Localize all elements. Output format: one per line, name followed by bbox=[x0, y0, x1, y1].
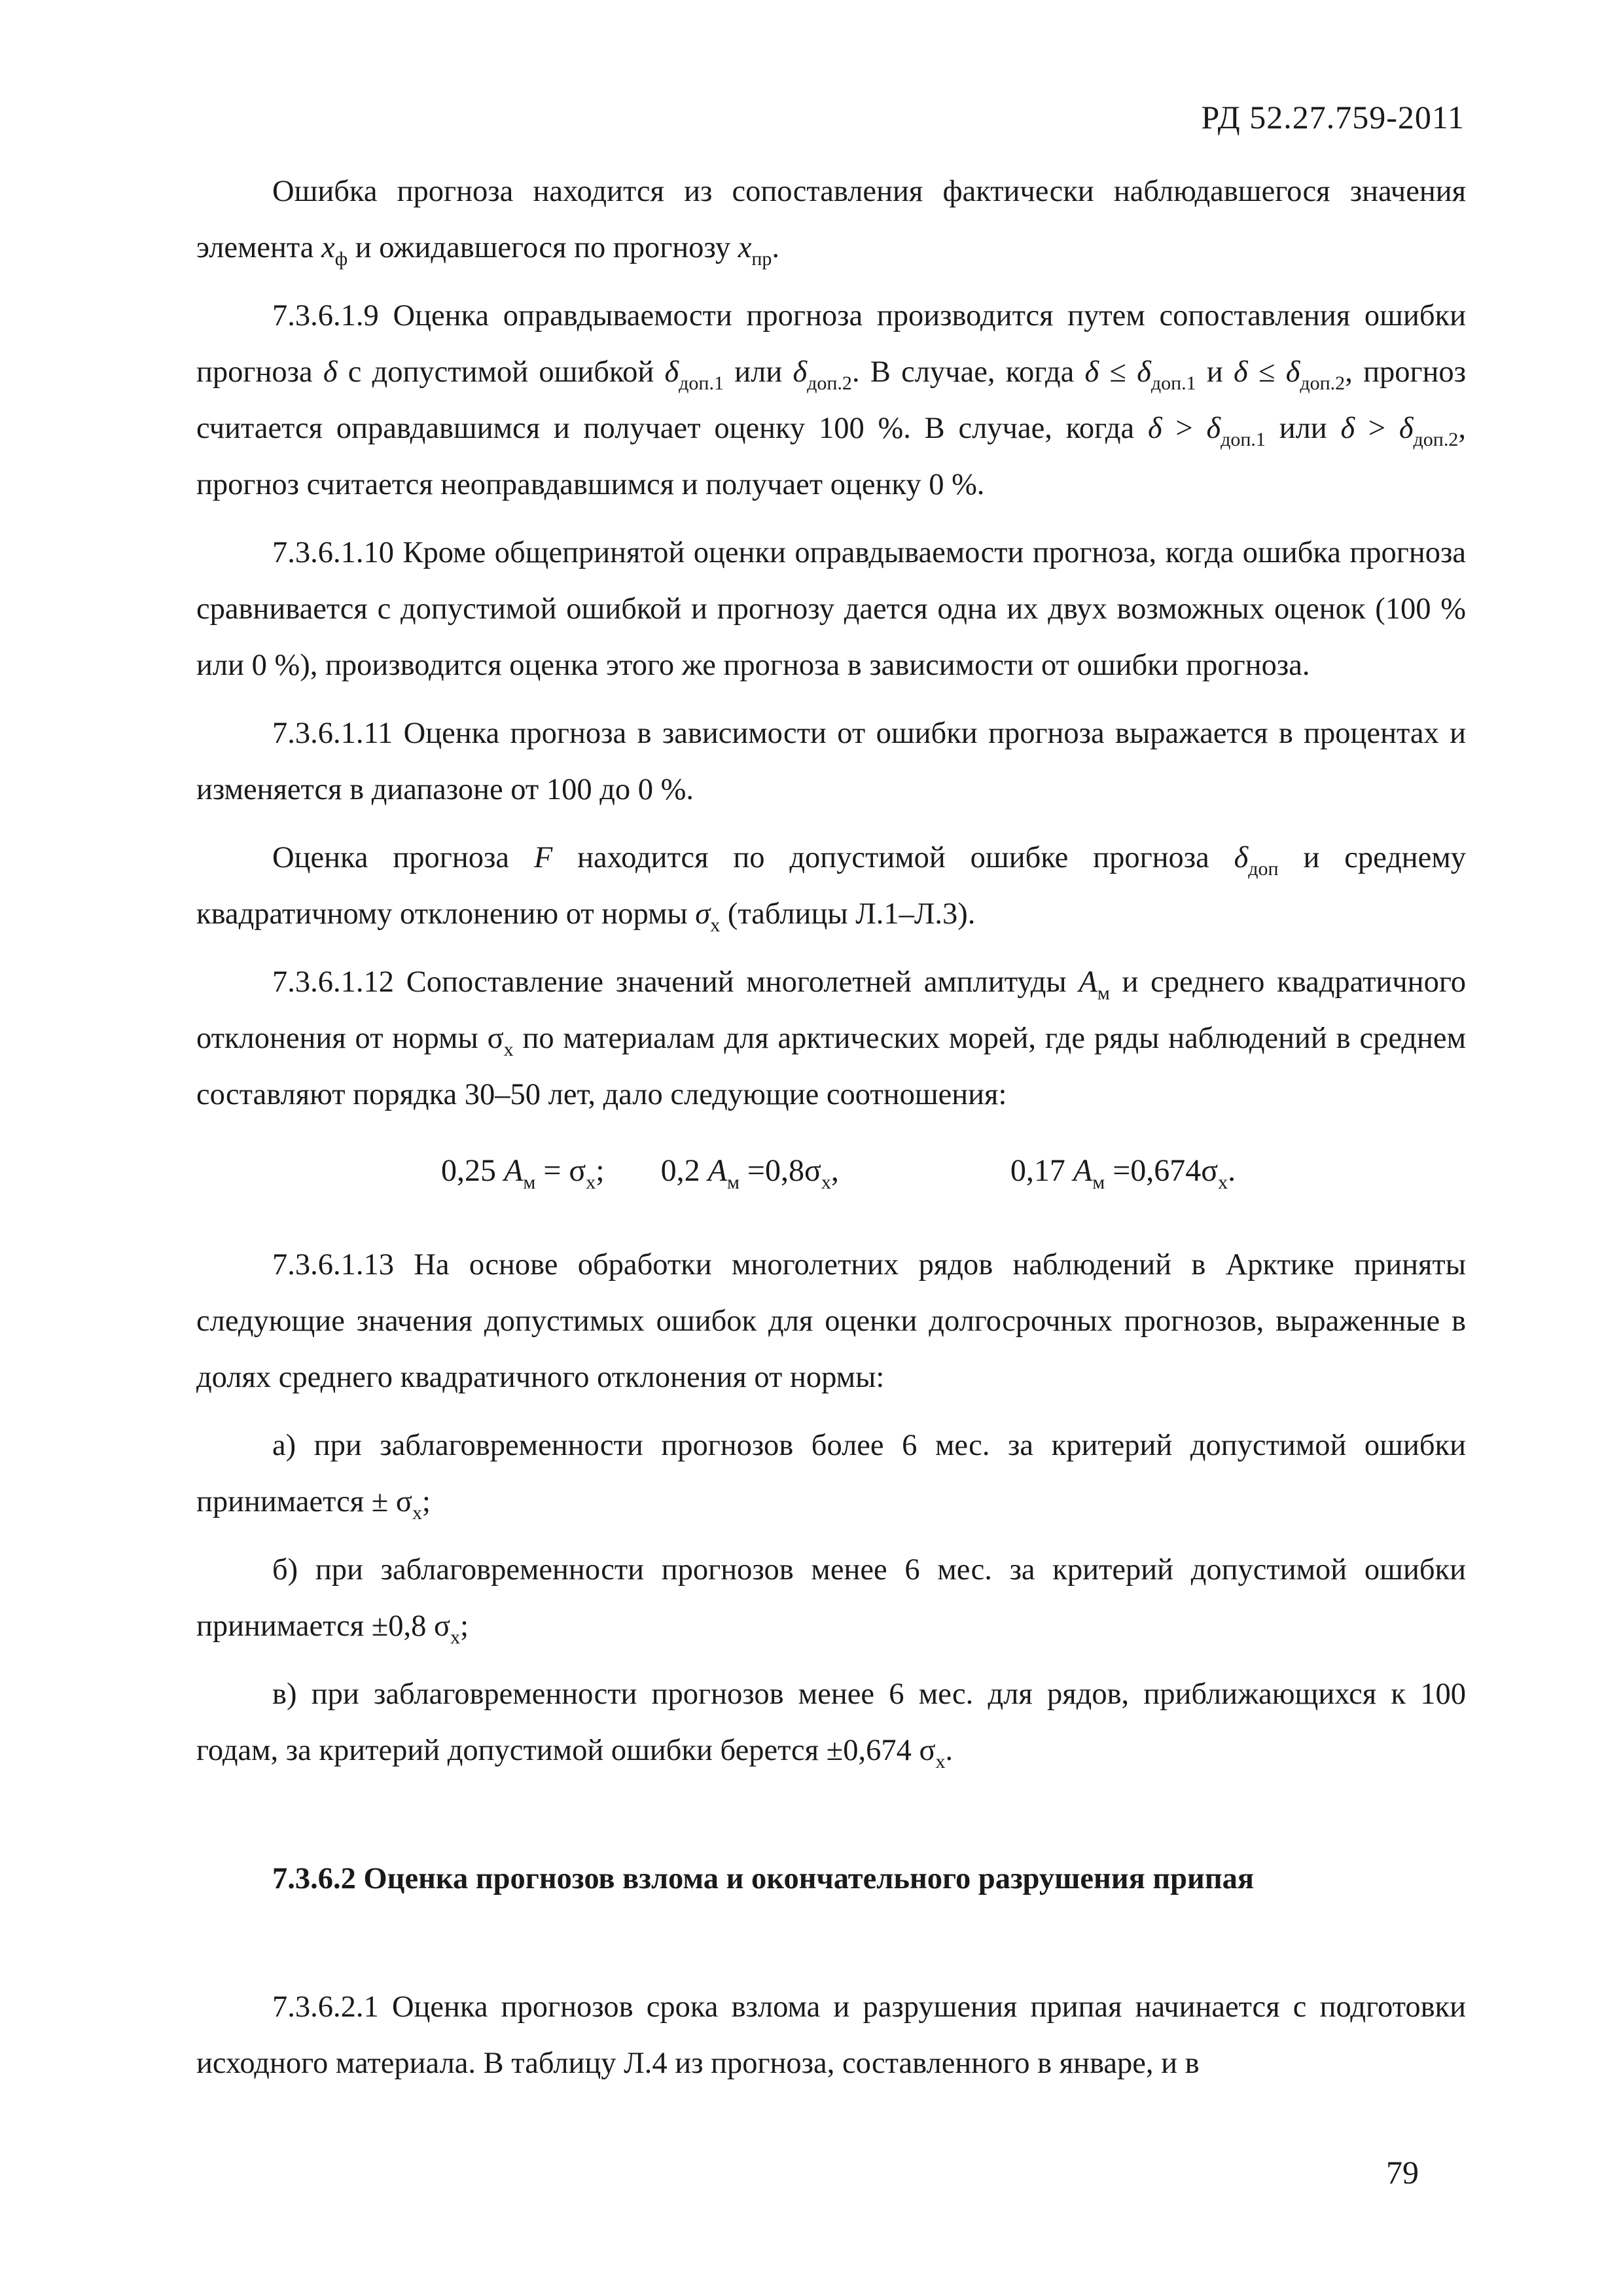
ratio-formulas bbox=[196, 1143, 1466, 1199]
paragraph-7-3-6-1-12: 7.3.6.1.12 Сопоставление значений многолетней амплитуды $A_м$ и среднего квадратичного отклонения от нормы $\sigma_x$ по материалам для арктических морей, где ряды наблюдений в среднем составляют порядка 30–50 лет, дало следующие соотношения: bbox=[196, 965, 1466, 1111]
paragraph-forecast-score: Оценка прогноза F находится по допустимой ошибке прогноза $\delta_{доп}$ и среднему квадратичному отклонению от нормы $\sigma_x$ (таблицы Л.1–Л.3). bbox=[196, 841, 1466, 936]
document-code: РД 52.27.759-2011 bbox=[1201, 99, 1465, 135]
paragraph-7-3-6-2-1: 7.3.6.2.1 Оценка прогнозов срока взлома и разрушения припая начинается с подготовки исходного материала. В таблицу Л.4 из прогноза, составленного в январе, и в bbox=[196, 1990, 1466, 2080]
list-item-b: б) при заблаговременности прогнозов менее 6 мес. за критерий допустимой ошибки принимается ±0,8 $\sigma_x$; bbox=[196, 1553, 1466, 1648]
formula-3: 0,17 $A_м =0,674\sigma_x$. bbox=[1010, 1153, 1236, 1193]
page-body bbox=[196, 164, 1466, 2104]
paragraph-7-3-6-1-10: 7.3.6.1.10 Кроме общепринятой оценки оправдываемости прогноза, когда ошибка прогноза сравнивается с допустимой ошибкой и прогнозу дается одна их двух возможных оценок (100 % или 0 %), производится оценка этого же прогноза в зависимости от ошибки прогноза. bbox=[196, 536, 1466, 682]
list-item-c: в) при заблаговременности прогнозов менее 6 мес. для рядов, приближающихся к 100 годам, за критерий допустимой ошибки берется ±0,674 $\sigma_x$. bbox=[196, 1677, 1466, 1772]
formula-1: 0,25 $A_м = \sigma_x$; bbox=[441, 1153, 605, 1193]
page-number: 79 bbox=[1386, 2154, 1419, 2191]
paragraph-7-3-6-1-9: 7.3.6.1.9 Оценка оправдываемости прогноза производится путем сопоставления ошибки прогноза δ с допустимой ошибкой $\delta_{доп.1}$ или $\delta_{доп.2}$. В случае, когда $\delta \le \delta_{доп.1}$ и $\delta \le \delta_{доп.2}$, прогноз считается оправдавшимся и получает оценку 100 %. В случае, когда $\delta > \delta_{доп.1}$ или $\delta > \delta_{доп.2}$, прогноз считается неоправдавшимся и получает оценку 0 %. bbox=[196, 299, 1467, 501]
list-item-a: а) при заблаговременности прогнозов более 6 мес. за критерий допустимой ошибки принимается ± $\sigma_x$; bbox=[196, 1429, 1466, 1524]
paragraph-7-3-6-1-11: 7.3.6.1.11 Оценка прогноза в зависимости от ошибки прогноза выражается в процентах и изменяется в диапазоне от 100 до 0 %. bbox=[196, 717, 1466, 806]
paragraph-7-3-6-1-13: 7.3.6.1.13 На основе обработки многолетних рядов наблюдений в Арктике приняты следующие значения допустимых ошибок для оценки долгосрочных прогнозов, выраженные в долях среднего квадратичного отклонения от нормы: bbox=[196, 1248, 1466, 1394]
formula-2: 0,2 $A_м =0,8\sigma_x$, bbox=[660, 1153, 839, 1193]
paragraph-error-definition: Ошибка прогноза находится из сопоставления фактически наблюдавшегося значения элемента $x_ф$ и ожидавшегося по прогнозу $x_{пр}$. bbox=[196, 175, 1466, 270]
section-heading-7-3-6-2: 7.3.6.2 Оценка прогнозов взлома и окончательного разрушения припая bbox=[272, 1862, 1255, 1895]
